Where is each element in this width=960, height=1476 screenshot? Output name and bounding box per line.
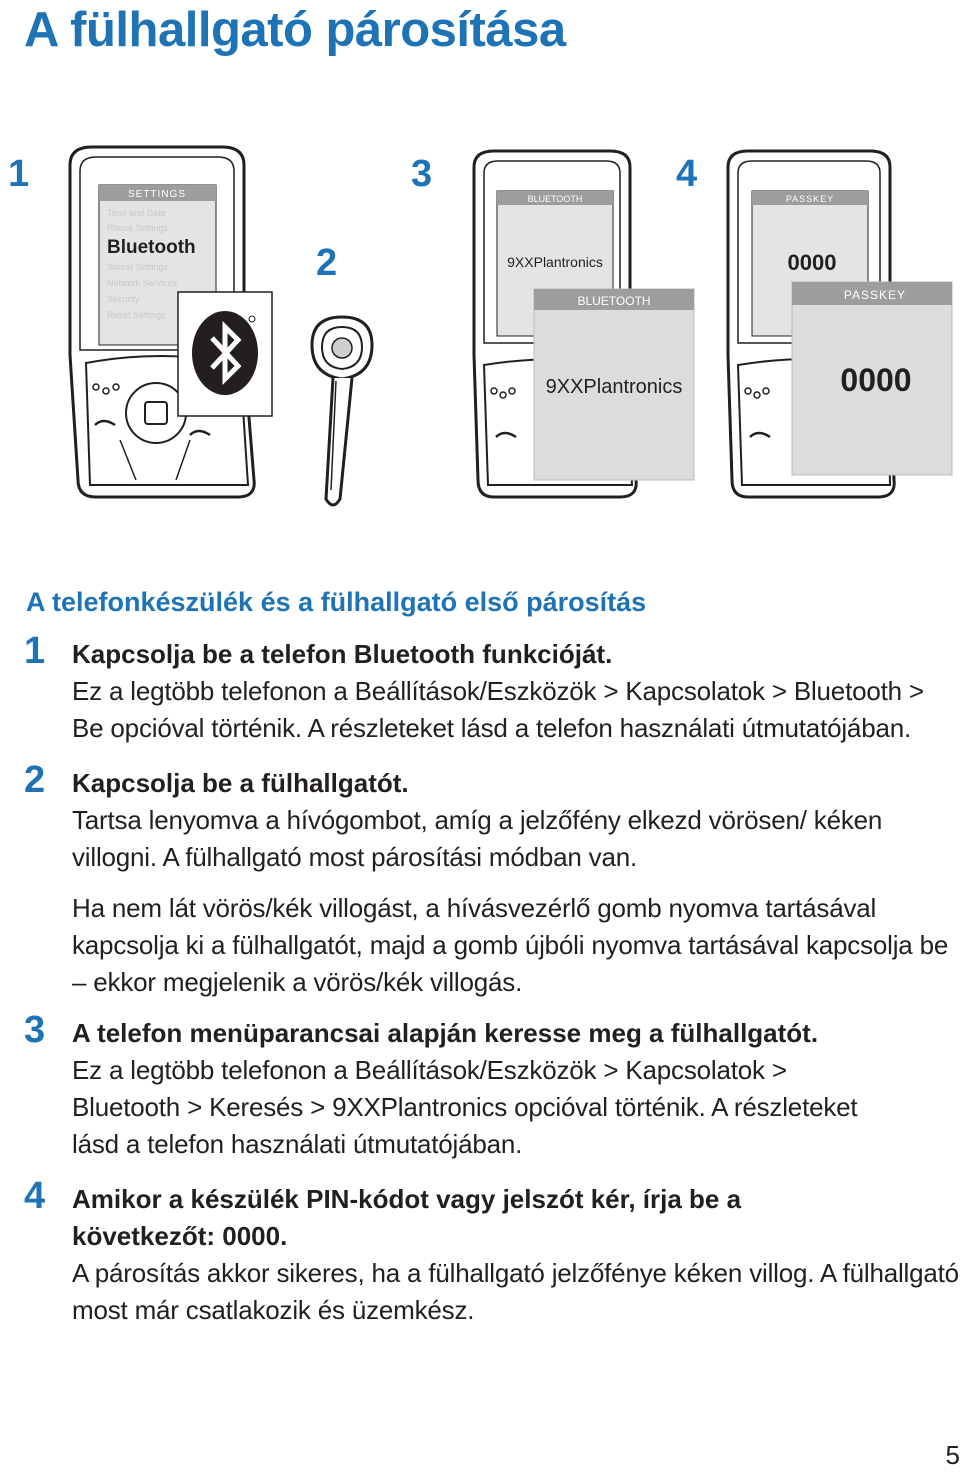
bluetooth-badge [178, 292, 272, 416]
step-heading: Kapcsolja be a fülhallgatót. [72, 768, 409, 798]
headset-icon [312, 317, 372, 505]
phone3-zoom-screen [534, 289, 694, 480]
phone4-screen-code: 0000 [787, 250, 837, 275]
step-number: 2 [24, 759, 46, 801]
phone4-zoom-screen [792, 282, 952, 475]
phone4-screen-header: PASSKEY [785, 194, 835, 204]
step-heading: Kapcsolja be a telefon Bluetooth funkcióját. [72, 639, 613, 669]
step-number: 3 [24, 1009, 46, 1051]
page-title: A fülhallgató párosítása [24, 3, 566, 57]
step-body: A párosítás akkor sikeres, ha a fülhallgató jelzőfénye kéken villog. A fülhallgató most már csatlakozik és üzemkész. [72, 1258, 959, 1325]
step-heading: A telefon menüparancsai alapján keresse meg a fülhallgatót. [72, 1018, 819, 1048]
step-1 [0, 630, 960, 747]
phone3-screen-device: 9XXPlantronics [507, 254, 603, 270]
figure-step-number-4: 4 [676, 153, 698, 195]
phone1-menu-item-bluetooth: Bluetooth [107, 237, 196, 258]
step-number: 4 [24, 1175, 46, 1217]
step-3 [0, 1009, 960, 1163]
phone1-menu-item-sound: Sound Settings [107, 262, 169, 272]
phone1-menu-item-phone: Phone Settings [107, 223, 169, 233]
step-body: Ez a legtöbb telefonon a Beállítások/Eszközök > Kapcsolatok > Bluetooth > Keresés > 9XXPlantronics opcióval történik. A részleteket lásd a telefon használati útmutatójában. [72, 1055, 858, 1159]
step-body: Tartsa lenyomva a hívógombot, amíg a jelzőfény elkezd vörösen/ kéken villogni. A fülhallgató most párosítási módban van. [72, 805, 883, 872]
phone1-menu-header: SETTINGS [127, 189, 187, 200]
phone4-zoom-header: PASSKEY [843, 288, 907, 302]
step-2 [0, 759, 960, 1001]
phone3-screen-header: BLUETOOTH [527, 194, 583, 204]
step-body: Ez a legtöbb telefonon a Beállítások/Eszközök > Kapcsolatok > Bluetooth > Be opcióval történik. A részleteket lásd a telefon használati útmutatójában. [72, 676, 924, 743]
phone1-menu-item-network: Network Services [107, 278, 178, 288]
step-4 [0, 1175, 960, 1329]
phone1-menu-item-time: Time and Date [107, 208, 166, 218]
section-heading: A telefonkészülék és a fülhallgató első párosítás [26, 587, 647, 617]
figure-step-number-3: 3 [411, 153, 433, 195]
figure-step-number-2: 2 [316, 242, 338, 284]
illustration-svg [0, 135, 960, 515]
phone4-zoom-code: 0000 [840, 362, 912, 398]
step-heading: Amikor a készülék PIN-kódot vagy jelszót kér, írja be a következőt: 0000. [72, 1184, 742, 1251]
step-number: 1 [24, 630, 46, 672]
steps-list [0, 630, 960, 1339]
pairing-illustration [0, 135, 960, 515]
page-number: 5 [945, 1440, 960, 1470]
phone1-menu-item-security: Security [107, 294, 140, 304]
phone1-menu-item-reset: Reset Settings [107, 310, 166, 320]
figure-step-number-1: 1 [8, 153, 30, 195]
step-body-note: Ha nem lát vörös/kék villogást, a hívásvezérlő gomb nyomva tartásával kapcsolja ki a fülhallgatót, majd a gomb újbóli nyomva tartásával kapcsolja be – ekkor megjelenik a vörös/kék villogás. [72, 893, 949, 997]
phone3-zoom-device: 9XXPlantronics [545, 376, 683, 398]
phone3-zoom-header: BLUETOOTH [577, 294, 651, 308]
